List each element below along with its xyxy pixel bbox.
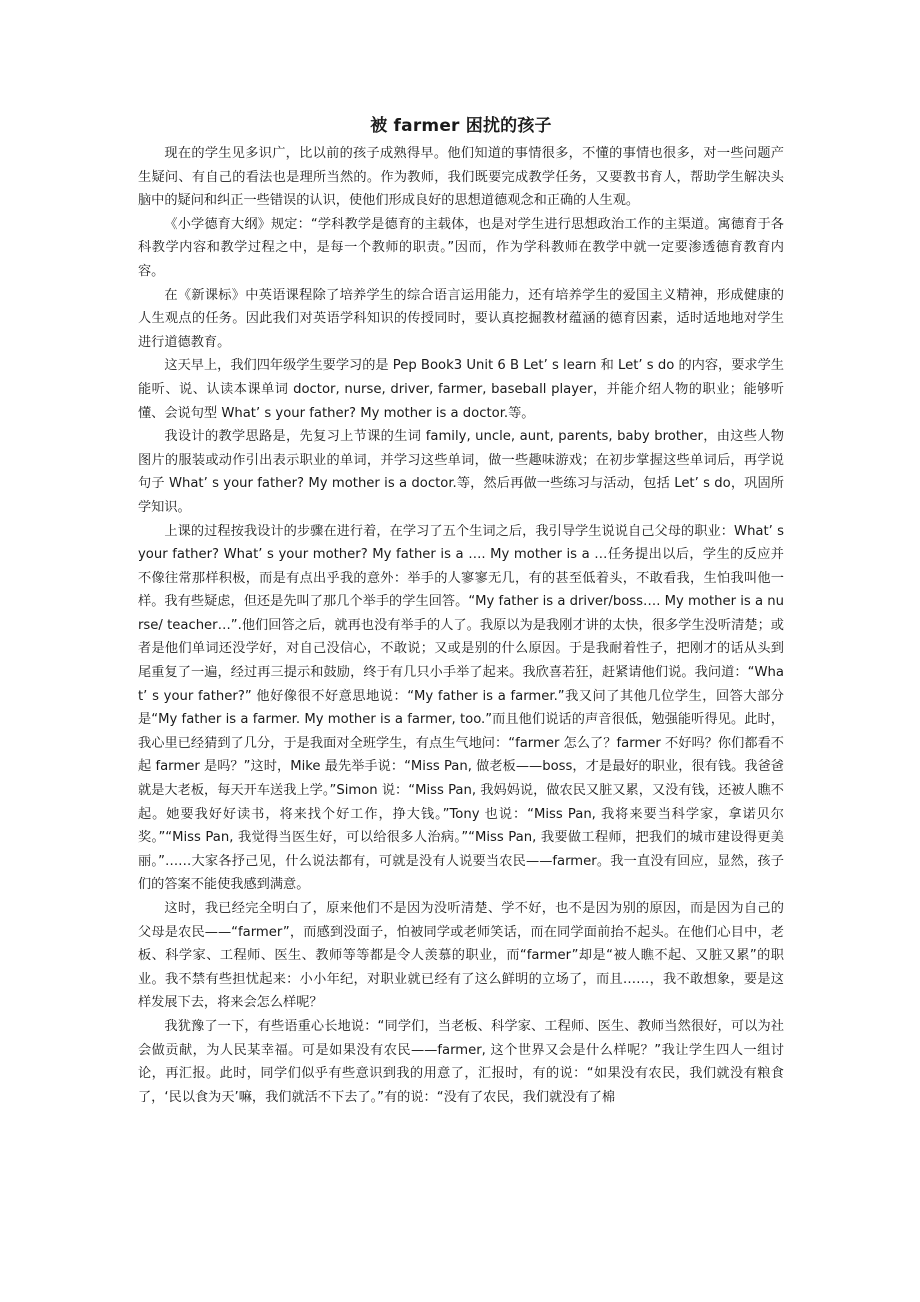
paragraph-discussion: 我犹豫了一下，有些语重心长地说：“同学们，当老板、科学家、工程师、医生、教师当然很好，可以为社会做贡献，为人民某幸福。可是如果没有农民——farmer, 这个世界又会是什么样呢？”我让学生四人一组讨论，再汇报。此时，同学们似乎有些意识到我的用意了，汇报时，有的说：“如果没有农民，我们就没有粮食了，‘民以食为天’嘛，我们就活不下去了。”有的说：“没有了农民，我们就没有了棉	[138, 1018, 784, 1105]
paragraph-teaching-plan: 我设计的教学思路是，先复习上节课的生词 family, uncle, aunt, parents, baby brother，由这些人物图片的服装或动作引出表示职业的单词，并学习这些单词，做一些趣味游戏；在初步掌握这些单词后，再学说句子 What’ s your father? My mother is a doctor.等，然后再做一些练习与活动，包括 Let’ s do，巩固所学知识。	[138, 429, 784, 515]
paragraph-realization: 这时，我已经完全明白了，原来他们不是因为没听清楚、学不好，也不是因为别的原因，而是因为自己的父母是农民——“farmer”，而感到没面子，怕被同学或老师笑话，而在同学面前抬不起头。在他们心目中，老板、科学家、工程师、医生、教师等等都是令人羡慕的职业，而“farmer”却是“被人瞧不起、又脏又累”的职业。我不禁有些担忧起来：小小年纪，对职业就已经有了这么鲜明的立场了，而且……，我不敢想象，要是这样发展下去，将来会怎么样呢？	[138, 901, 784, 1011]
paragraph-lesson-content: 这天早上，我们四年级学生要学习的是 Pep Book3 Unit 6 B Let’ s learn 和 Let’ s do 的内容，要求学生能听、说、认读本课单词 doctor, nurse, driver, farmer, baseball player，并能介绍人物的职业；能够听懂、会说句型 What’ s your father? My mother is a doctor.等。	[138, 358, 784, 421]
paragraph-intro: 现在的学生见多识广，比以前的孩子成熟得早。他们知道的事情很多，不懂的事情也很多，对一些问题产生疑问、有自己的看法也是理所当然的。作为教师，我们既要完成教学任务，又要教书育人，帮助学生解决头脑中的疑问和纠正一些错误的认识，使他们形成良好的思想道德观念和正确的人生观。	[138, 146, 784, 209]
document-title: 被 farmer 困扰的孩子	[370, 116, 552, 136]
paragraph-class-process: 上课的过程按我设计的步骤在进行着，在学习了五个生词之后，我引导学生说说自己父母的职业：What’ s your father? What’ s your mother? My father is a …. My mother is a …任务提出以后，学生的反应并不像往常那样积极，而是有点出乎我的意外：举手的人寥寥无几，有的甚至低着头，不敢看我，生怕我叫他一样。我有些疑虑，但还是先叫了那几个举手的学生回答。“My father is a driver/boss…. My mother is a nurse/ teacher…”.他们回答之后，就再也没有举手的人了。我原以为是我刚才讲的太快，很多学生没听清楚；或者是他们单词还没学好，对自己没信心，不敢说；又或是别的什么原因。于是我耐着性子，把刚才的话从头到尾重复了一遍，经过再三提示和鼓励，终于有几只小手举了起来。我欣喜若狂，赶紧请他们说。我问道：“What’ s your father?” 他好像很不好意思地说：“My father is a farmer.”我又问了其他几位学生，回答大部分是“My father is a farmer. My mother is a farmer, too.”而且他们说话的声音很低，勉强能听得见。此时，我心里已经猜到了几分，于是我面对全班学生，有点生气地问：“farmer 怎么了？farmer 不好吗？你们都看不起 farmer 是吗？”这时，Mike 最先举手说：“Miss Pan, 做老板——boss，才是最好的职业，很有钱。我爸爸就是大老板，每天开车送我上学。”Simon 说：“Miss Pan, 我妈妈说，做农民又脏又累，又没有钱，还被人瞧不起。她要我好好读书，将来找个好工作，挣大钱。”Tony 也说：“Miss Pan, 我将来要当科学家，拿诺贝尔奖。”“Miss Pan, 我觉得当医生好，可以给很多人治病。”“Miss Pan, 我要做工程师，把我们的城市建设得更美丽。”……大家各抒己见，什么说法都有，可就是没有人说要当农民——farmer。我一直没有回应，显然，孩子们的答案不能使我感到满意。	[138, 523, 784, 893]
paragraph-moral-outline: 《小学德育大纲》规定：“学科教学是德育的主载体，也是对学生进行思想政治工作的主渠道。寓德育于各科教学内容和教学过程之中，是每一个教师的职责。”因而，作为学科教师在教学中就一定要渗透德育教育内容。	[138, 216, 784, 279]
paragraph-curriculum: 在《新课标》中英语课程除了培养学生的综合语言运用能力，还有培养学生的爱国主义精神，形成健康的人生观点的任务。因此我们对英语学科知识的传授同时，要认真挖掘教材蕴涵的德育因素，适时适地地对学生进行道德教育。	[138, 287, 784, 350]
document-page	[138, 112, 784, 1109]
